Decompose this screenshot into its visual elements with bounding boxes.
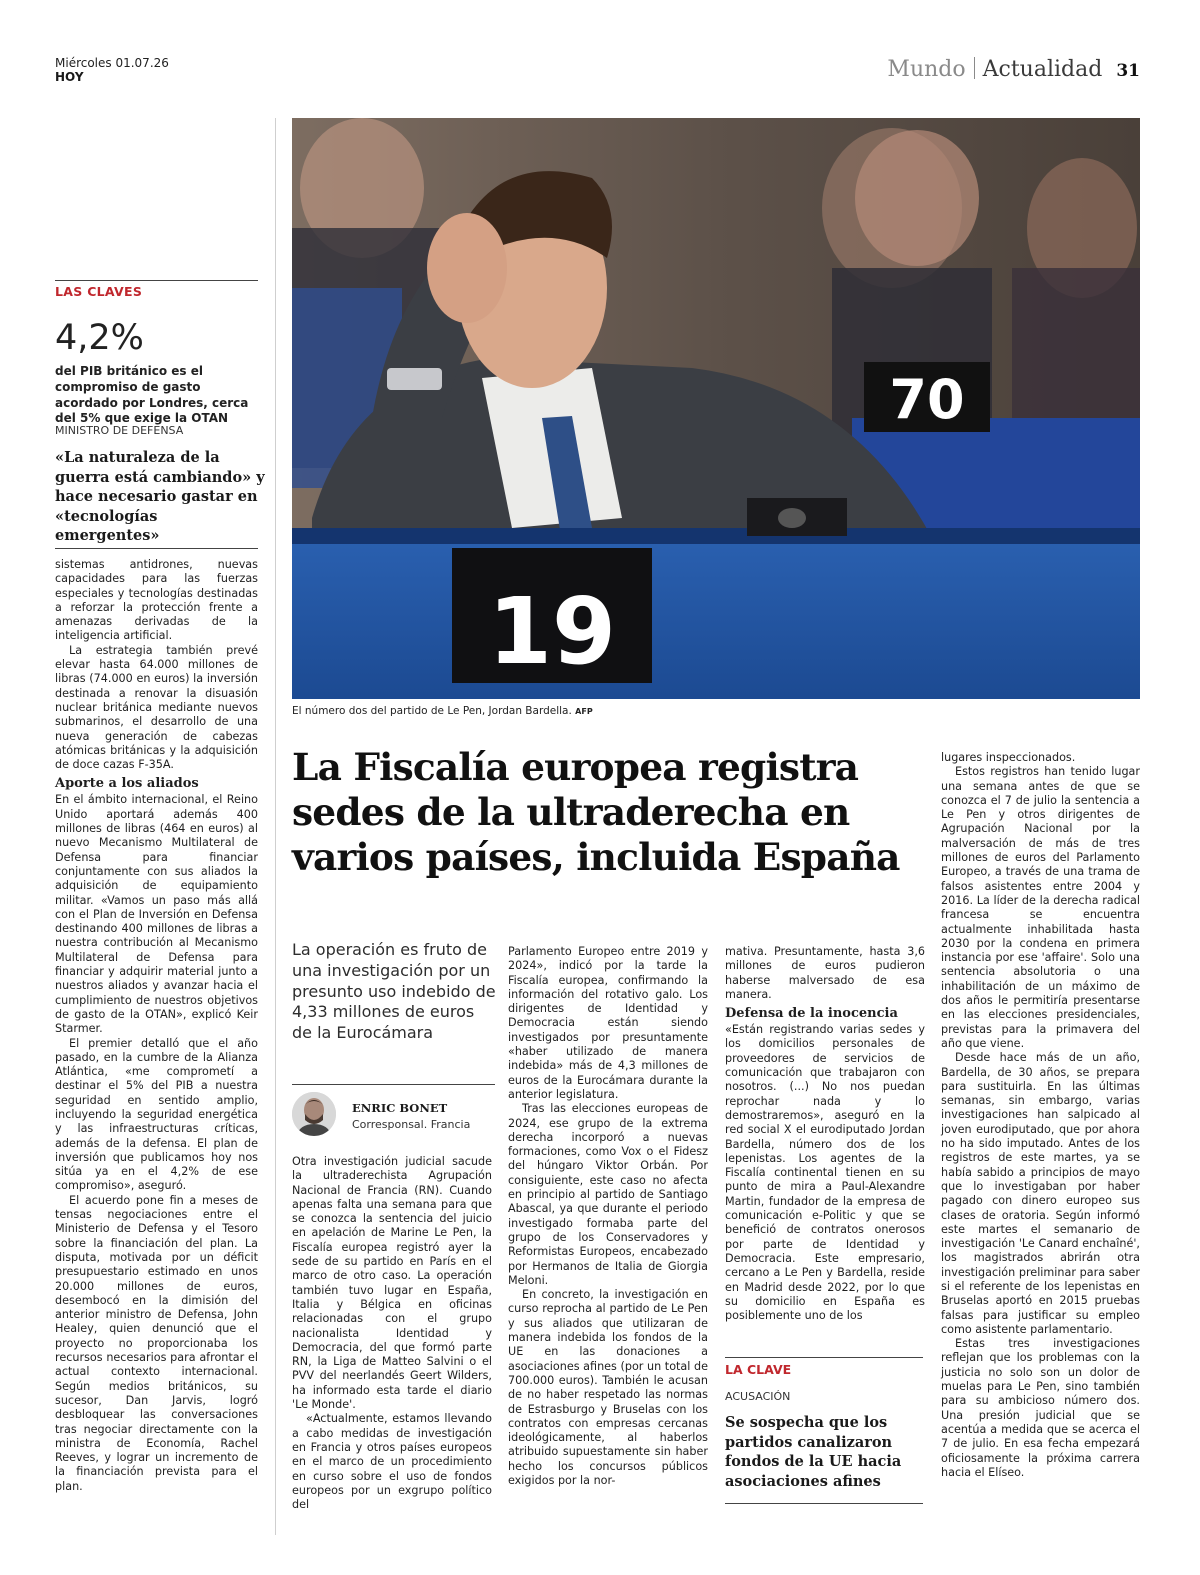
paragraph: El premier detalló que el año pasado, en la cumbre de la Alianza Atlántica, «me comprometí a destinar el 5% del PIB a nuestra seguridad en sentido amplio, incluyendo la seguridad energética y las infraestructuras críticas, además de la defensa. El plan de inversión que publicamos hoy nos sitúa ya en el 4,2% de ese compromiso», aseguró.	[55, 1036, 258, 1193]
previous-article-column	[55, 558, 258, 1494]
key-figure: 4,2%	[55, 318, 144, 358]
caption-text: El número dos del partido de Le Pen, Jordan Bardella.	[292, 705, 572, 717]
author-role: Corresponsal. Francia	[352, 1118, 471, 1131]
article-column-2	[508, 945, 708, 1488]
paragraph: «Están registrando varias sedes y los domicilios personales de proveedores de servicios de comunicación que trabajaron con nosotros. (...) No nos puedan reprochar nada y lo demostraremos», aseguró en la red social X el eurodiputado Jordan Bardella, número dos de los lepenistas. Los agentes de la Fiscalía continental tienen en su punto de mira a Paul-Alexandre Martin, fundador de la empresa de comunicación e-Politic y que se benefició de contratos onerosos por parte de Identidad y Democracia. Este empresario, cercano a Le Pen y Bardella, reside en Madrid desde 2022, por lo que su domicilio en España es posiblemente uno de los	[725, 1023, 925, 1323]
article-headline: La Fiscalía europea registra sedes de la ultraderecha en varios países, incluida España	[292, 745, 900, 879]
photo-caption	[292, 704, 593, 719]
paragraph: En concreto, la investigación en curso reprocha al partido de Le Pen y sus aliados que utilizaran de manera indebida los fondos de la UE en las donaciones a asociaciones afines (por un total de 700.000 euros). También le acusan de no haber respetado las normas de Estrasburgo y Bruselas con los contratos con empresas cercanas ideológicamente, al haberlos atribuido supuestamente sin haber hecho los concursos públicos exigidos por la nor-	[508, 1288, 708, 1487]
column-subheading: Aporte a los aliados	[55, 776, 199, 792]
seat-number-19: 19	[487, 578, 617, 685]
paragraph: Estas tres investigaciones reflejan que los problemas con la justicia no solo son un dolor de muelas para Le Pen, sino también para su ambicioso número dos. Una presión judicial que se acentúa a medida que se acerca el 7 de julio. En esa fecha empezará oficiosamente la próxima carrera hacia el Elíseo.	[941, 1337, 1140, 1479]
clave-bottom-rule	[725, 1503, 923, 1504]
paragraph: En el ámbito internacional, el Reino Unido aportará además 400 millones de libras (464 en euros) al nuevo Mecanismo Multilateral de Defensa para financiar conjuntamente con sus aliados la adquisición de equipamiento militar. «Vamos un paso más allá con el Plan de Inversión en Defensa destinando 400 millones de libras a nuestra contribución al Mecanismo Multilateral de Defensa para financiar y adquirir material junto a nuestros aliados y avanzar hacia el cumplimiento de nuestros objetivos de gasto de la OTAN», explicó Keir Starmer.	[55, 793, 258, 1036]
clave-title: LA CLAVE	[725, 1362, 792, 1377]
sidebar-title: LAS CLAVES	[55, 284, 143, 299]
clave-label: ACUSACIÓN	[725, 1390, 791, 1403]
page-number: 31	[1116, 61, 1140, 81]
paragraph: Parlamento Europeo entre 2019 y 2024», indicó por la tarde la Fiscalía europea, confirmando la información del rotativo galo. Los dirigentes de Identidad y Democracia están siendo investigados por presuntamente «haber utilizado de manera indebida» más de 4,3 millones de euros de la Eurocámara durante la anterior legislatura.	[508, 945, 708, 1101]
key-figure-description: del PIB británico es el compromiso de gasto acordado por Londres, cerca del 5% que exige la OTAN	[55, 364, 249, 426]
section-header	[887, 54, 1140, 85]
paragraph: Tras las elecciones europeas de 2024, ese grupo de la extrema derecha incorporó a nuevas formaciones, como Vox o el Fidesz del húngaro Viktor Orbán. Por consiguiente, este caso no afecta en principio al partido de Santiago Abascal, ya que durante el periodo investigado formaba parte del grupo de los Conservadores y Reformistas Europeos, encabezado por Hermanos de Italia de Giorgia Meloni.	[508, 1102, 708, 1287]
paragraph: Estos registros han tenido lugar una semana antes de que se conozca el 7 de julio la sentencia a Le Pen y otros dirigentes de Agrupación Nacional por la malversación de más de tres millones de euros del Parlamento Europeo, a través de una trama de falsos asistentes entre 2004 y 2016. La líder de la derecha radical francesa se encuentra actualmente inhabilitada hasta 2030 por la condena en primera instancia por ese 'affaire'. Solo una sentencia absolutoria o una inhabilitación de un máximo de dos años le permitiría presentarse en las elecciones presidenciales, previstas para la primavera del año que viene.	[941, 765, 1140, 1050]
article-column-3	[725, 945, 925, 1323]
author-avatar	[292, 1092, 336, 1136]
section-separator	[974, 57, 975, 79]
sidebar-quote: «La naturaleza de la guerra está cambiando» y hace necesario gastar en «tecnologías emergentes»	[55, 449, 265, 545]
paragraph: «Actualmente, estamos llevando a cabo medidas de investigación en Francia y otros países europeos en el marco de un procedimiento en curso sobre el uso de fondos europeos por un exgrupo político del	[292, 1412, 492, 1512]
photo-credit: AFP	[575, 707, 593, 716]
sidebar-bottom-rule	[55, 548, 258, 549]
article-subheadline: La operación es fruto de una investigación por un presunto uso indebido de 4,33 millones de euros de la Eurocámara	[292, 940, 496, 1043]
paragraph: lugares inspeccionados.	[941, 751, 1076, 764]
paragraph: sistemas antidrones, nuevas capacidades para las fuerzas especiales y tecnologías destinadas a reforzar la protección frente a amenazas derivadas de la inteligencia artificial.	[55, 558, 258, 643]
issue-date: Miércoles 01.07.26	[55, 56, 169, 70]
publication-name: HOY	[55, 70, 84, 84]
seat-number-70: 70	[889, 368, 965, 431]
clave-top-rule	[725, 1357, 923, 1358]
subsection-name: Actualidad	[982, 57, 1103, 82]
clave-text: Se sospecha que los partidos canalizaron fondos de la UE hacia asociaciones afines	[725, 1414, 902, 1490]
quote-source-label: MINISTRO DE DEFENSA	[55, 424, 184, 437]
article-column-1	[292, 1155, 492, 1512]
paragraph: La estrategia también prevé elevar hasta 64.000 millones de libras (74.000 en euros) la inversión destinada a renovar la disuasión nuclear británica mediante nuevos submarinos, el desarrollo de una nueva generación de cabezas atómicas británicas y la adquisición de doce cazas F-35A.	[55, 643, 258, 772]
column-subheading: Defensa de la inocencia	[725, 1006, 898, 1022]
paragraph: El acuerdo pone fin a meses de tensas negociaciones entre el Ministerio de Defensa y el Tesoro sobre la financiación del plan. La disputa, motivada por un déficit presupuestario estimado en unos 20.000 millones de euros, desembocó en la dimisión del anterior ministro de Defensa, John Healey, quien denunció que el proyecto no proporcionaba los recursos necesarios para afrontar el actual contexto internacional. Según medios británicos, su sucesor, Dan Jarvis, logró desbloquear las conversaciones tras negociar directamente con la ministra de Economía, Rachel Reeves, y lograr un incremento de la financiación prevista para el plan.	[55, 1193, 258, 1493]
paragraph: Otra investigación judicial sacude la ultraderechista Agrupación Nacional de Francia (RN). Cuando apenas falta una semana para que se conozca la sentencia del juicio en apelación de Marine Le Pen, la Fiscalía europea registró ayer la sede de su partido en París en el marco de otro caso. La operación también tuvo lugar en España, Italia y Bélgica en oficinas relacionadas con el grupo nacionalista Identidad y Democracia, del que formó parte RN, la Liga de Matteo Salvini o el PVV del neerlandés Geert Wilders, ha informado esta tarde el diario 'Le Monde'.	[292, 1155, 492, 1412]
author-name: ENRIC BONET	[352, 1101, 448, 1115]
paragraph: Desde hace más de un año, Bardella, de 30 años, se prepara para sustituirla. En las últimas semanas, sin embargo, varias investigaciones han salpicado al joven eurodiputado, que por ahora no ha sido imputado. Antes de los registros de este martes, ya se había sabido a principios de mayo que lo investigaban por haber pagado con dinero europeo sus clases de oratoria. Según informó este martes el semanario de investigación 'Le Canard enchaîné', los magistrados abrirán otra investigación preliminar para saber si el referente de los lepenistas en Bruselas aportó en 2015 pruebas falsas para justificar su empleo como asistente parlamentario.	[941, 1051, 1140, 1336]
paragraph: mativa. Presuntamente, hasta 3,6 millones de euros pudieron haberse malversado de esa manera.	[725, 945, 925, 1001]
byline-rule	[292, 1084, 495, 1085]
main-photo	[292, 118, 1140, 699]
sidebar-top-rule	[55, 280, 258, 281]
article-column-4	[941, 751, 1140, 1480]
column-divider	[275, 118, 276, 1535]
section-name: Mundo	[887, 57, 966, 82]
